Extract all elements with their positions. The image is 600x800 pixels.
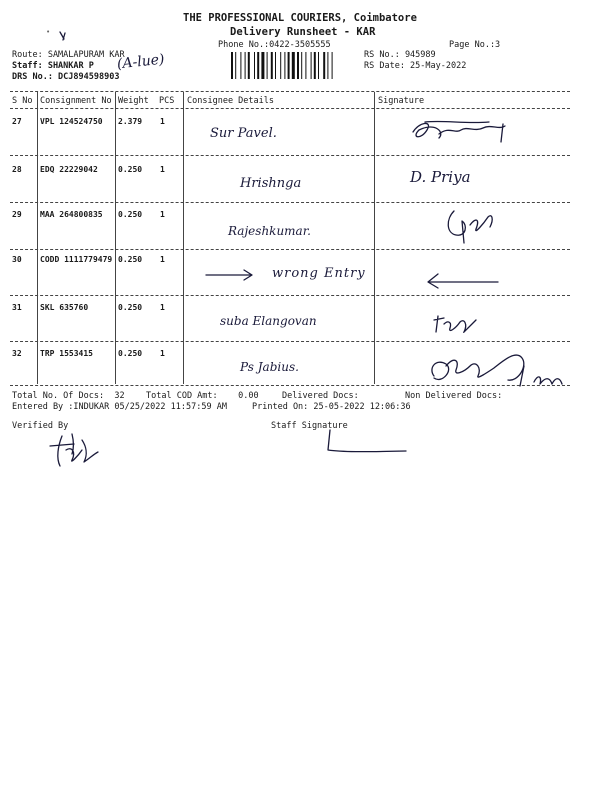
- table-header-line: [10, 108, 570, 109]
- signature-scribble: [424, 346, 572, 394]
- barcode-bar: [257, 52, 259, 79]
- delivered-docs: Delivered Docs:: [282, 391, 359, 401]
- signature-handwritten: D. Priya: [410, 168, 471, 186]
- scan-smudge-icon: [58, 30, 68, 42]
- consignee-handwritten: Rajeshkumar.: [228, 224, 311, 238]
- verified-signature: [44, 432, 102, 472]
- barcode-bar: [311, 52, 312, 79]
- barcode-bar: [292, 52, 295, 79]
- barcode-bar: [297, 52, 299, 79]
- col-header-signature: Signature: [378, 96, 425, 106]
- row-pcs: 1: [160, 349, 165, 358]
- barcode-bar: [261, 52, 264, 79]
- staff-handwritten-note: (A-lue): [116, 51, 166, 73]
- drs-number: DRS No.: DCJ894598903: [12, 72, 120, 82]
- barcode-bar: [275, 52, 276, 79]
- total-docs: Total No. Of Docs: 32: [12, 391, 125, 401]
- row-sno: 29: [12, 210, 22, 219]
- row-sno: 32: [12, 349, 22, 358]
- total-cod: Total COD Amt: 0.00: [146, 391, 259, 401]
- route: Route: SAMALAPURAM KAR: [12, 50, 125, 60]
- row-separator: [10, 341, 570, 342]
- barcode-bar: [240, 52, 241, 79]
- consignee-handwritten: Hrishnga: [240, 176, 302, 191]
- barcode-bar: [284, 52, 285, 79]
- col-header-consignee: Consignee Details: [187, 96, 274, 106]
- phone-number: Phone No.:0422-3505555: [218, 40, 331, 50]
- signature-scribble: [440, 203, 500, 245]
- barcode-bar: [314, 52, 316, 79]
- barcode-bar: [332, 52, 333, 79]
- barcode-bar: [235, 52, 236, 79]
- row-consignment: MAA 264800835: [40, 210, 103, 219]
- signature-scribble: [430, 310, 480, 336]
- barcode-bar: [305, 52, 306, 79]
- non-delivered-docs: Non Delivered Docs:: [405, 391, 503, 401]
- row-consignment: VPL 124524750: [40, 117, 103, 126]
- consignee-handwritten: wrong Entry: [272, 266, 366, 281]
- rs-date: RS Date: 25-May-2022: [364, 61, 467, 71]
- company-name: THE PROFESSIONAL COURIERS, Coimbatore: [183, 12, 417, 24]
- barcode-bar: [288, 52, 290, 79]
- row-weight: 0.250: [118, 303, 143, 312]
- col-header-pcs: PCS: [159, 96, 175, 106]
- rs-number: RS No.: 945989: [364, 50, 436, 60]
- consignee-handwritten: Ps Jabius.: [240, 360, 299, 374]
- barcode-bar: [323, 52, 325, 79]
- barcode: [231, 52, 356, 79]
- arrow-left-icon: [424, 268, 500, 290]
- consignee-handwritten: Sur Pavel.: [210, 126, 277, 141]
- staff-signature: [322, 428, 412, 458]
- page-number: Page No.:3: [449, 40, 501, 50]
- table-top-line: [10, 91, 570, 92]
- row-consignment: TRP 1553415: [40, 349, 93, 358]
- staff-name: Staff: SHANKAR P: [12, 61, 94, 71]
- row-sno: 28: [12, 165, 22, 174]
- row-separator: [10, 155, 570, 156]
- barcode-bar: [301, 52, 302, 79]
- row-sno: 27: [12, 117, 22, 126]
- row-pcs: 1: [160, 210, 165, 219]
- barcode-bar: [327, 52, 328, 79]
- row-sno: 30: [12, 255, 22, 264]
- row-weight: 2.379: [118, 117, 143, 126]
- row-consignment: CODD 1111779479: [40, 255, 113, 264]
- row-pcs: 1: [160, 117, 165, 126]
- entered-by: Entered By :INDUKAR 05/25/2022 11:57:59 AM: [12, 402, 227, 412]
- col-header-weight: Weight: [118, 96, 149, 106]
- verified-by-label: Verified By: [12, 421, 69, 431]
- row-weight: 0.250: [118, 210, 143, 219]
- barcode-bar: [271, 52, 273, 79]
- table-bottom-line: [10, 385, 570, 386]
- consignee-handwritten: suba Elangovan: [220, 314, 317, 328]
- scan-mark: •: [46, 28, 51, 36]
- barcode-bar: [318, 52, 319, 79]
- row-weight: 0.250: [118, 165, 143, 174]
- row-weight: 0.250: [118, 349, 143, 358]
- barcode-bar: [231, 52, 233, 79]
- barcode-bar: [254, 52, 255, 79]
- printed-on: Printed On: 25-05-2022 12:06:36: [252, 402, 411, 412]
- barcode-bar: [245, 52, 246, 79]
- row-consignment: SKL 635760: [40, 303, 89, 312]
- row-pcs: 1: [160, 255, 165, 264]
- signature-scribble: [405, 112, 515, 152]
- row-pcs: 1: [160, 165, 165, 174]
- col-header-consignment: Consignment No: [40, 96, 112, 106]
- row-consignment: EDQ 22229042: [40, 165, 98, 174]
- barcode-bar: [280, 52, 281, 79]
- row-weight: 0.250: [118, 255, 143, 264]
- staff-signature-label: Staff Signature: [271, 421, 348, 431]
- document-title: Delivery Runsheet - KAR: [230, 26, 376, 38]
- barcode-bar: [267, 52, 268, 79]
- row-sno: 31: [12, 303, 22, 312]
- arrow-right-icon: [204, 268, 256, 282]
- col-header-sno: S No: [12, 96, 33, 106]
- row-pcs: 1: [160, 303, 165, 312]
- row-separator: [10, 295, 570, 296]
- row-separator: [10, 249, 570, 250]
- barcode-bar: [248, 52, 250, 79]
